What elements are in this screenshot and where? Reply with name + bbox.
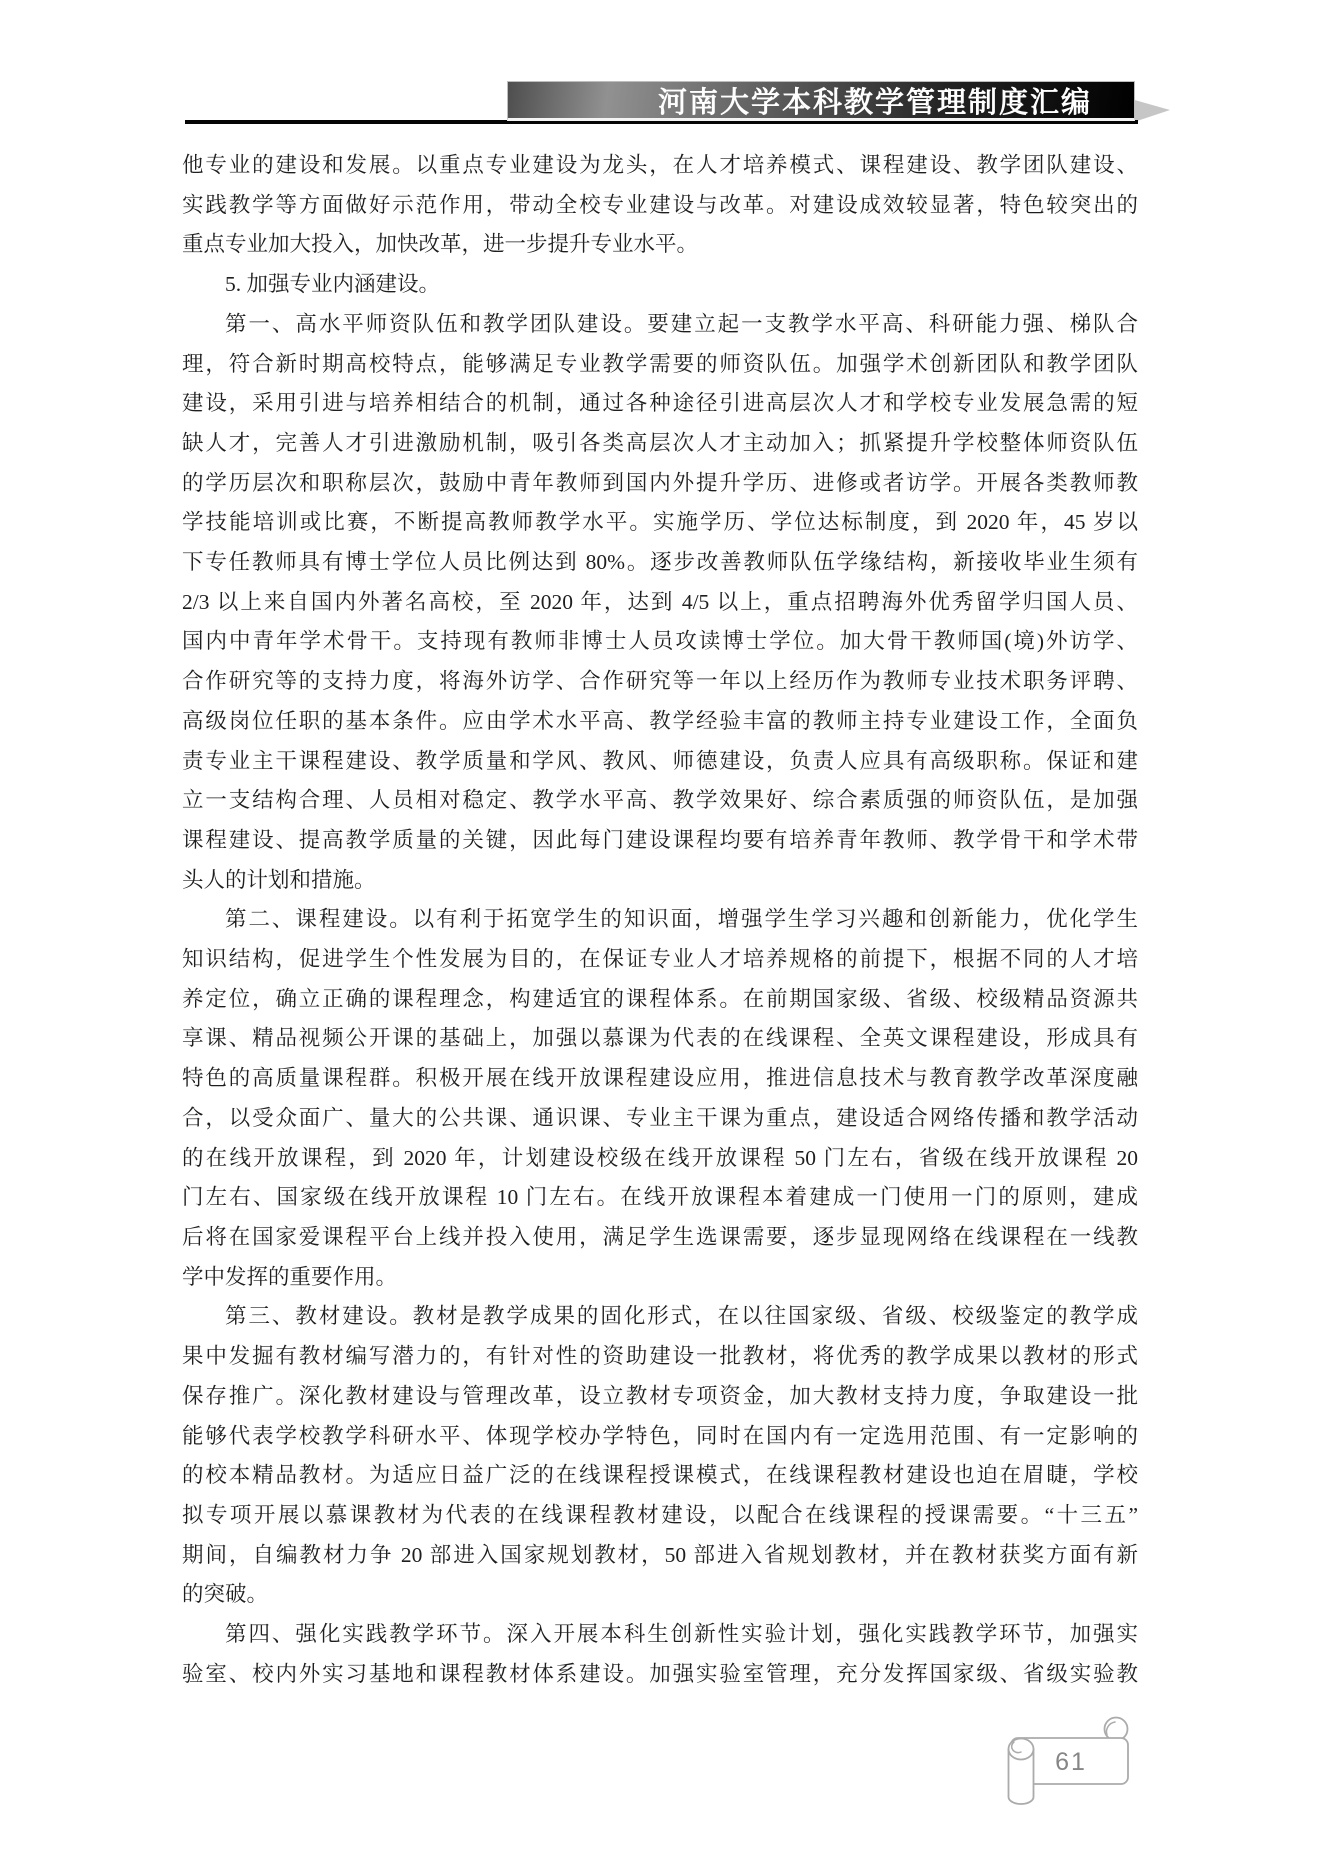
- text-line: 养定位，确立正确的课程理念，构建适宜的课程体系。在前期国家级、省级、校级精品资源共: [182, 986, 1138, 1011]
- banner-title: 河南大学本科教学管理制度汇编: [657, 86, 1092, 119]
- text-line: 门左右、国家级在线开放课程 10 门左右。在线开放课程本着建成一门使用一门的原则，建成: [182, 1185, 1138, 1210]
- text-line: 验室、校内外实习基地和课程教材体系建设。加强实验室管理，充分发挥国家级、省级实验教: [182, 1661, 1138, 1686]
- text-line: 建设，采用引进与培养相结合的机制，通过各种途径引进高层次人才和学校专业发展急需的短: [182, 391, 1138, 416]
- text-line: 5. 加强专业内涵建设。: [225, 272, 441, 297]
- text-line: 后将在国家爱课程平台上线并投入使用，满足学生选课需要，逐步显现网络在线课程在一线教: [182, 1224, 1138, 1249]
- text-line: 缺人才，完善人才引进激励机制，吸引各类高层次人才主动加入；抓紧提升学校整体师资队伍: [182, 430, 1138, 455]
- text-line: 的学历层次和职称层次，鼓励中青年教师到国内外提升学历、进修或者访学。开展各类教师教: [182, 470, 1138, 495]
- text-line: 的突破。: [182, 1582, 269, 1607]
- text-line: 享课、精品视频公开课的基础上，加强以慕课为代表的在线课程、全英文课程建设，形成具有: [182, 1026, 1138, 1051]
- text-line: 高级岗位任职的基本条件。应由学术水平高、教学经验丰富的教师主持专业建设工作，全面负: [182, 708, 1138, 733]
- text-line: 立一支结构合理、人员相对稳定、教学水平高、教学效果好、综合素质强的师资队伍，是加强: [182, 788, 1138, 813]
- text-line: 的校本精品教材。为适应日益广泛的在线课程授课模式，在线课程教材建设也迫在眉睫，学校: [182, 1463, 1138, 1488]
- text-line: 理，符合新时期高校特点，能够满足专业教学需要的师资队伍。加强学术创新团队和教学团队: [182, 351, 1138, 376]
- text-line: 实践教学等方面做好示范作用，带动全校专业建设与改革。对建设成效较显著，特色较突出的: [182, 192, 1138, 217]
- text-line: 学中发挥的重要作用。: [182, 1264, 398, 1289]
- text-line: 知识结构，促进学生个性发展为目的，在保证专业人才培养规格的前提下，根据不同的人才培: [182, 947, 1138, 972]
- text-line: 头人的计划和措施。: [182, 867, 376, 892]
- text-line: 学技能培训或比赛，不断提高教师教学水平。实施学历、学位达标制度，到 2020 年，45 岁以: [182, 510, 1138, 535]
- text-line: 第三、教材建设。教材是教学成果的固化形式，在以往国家级、省级、校级鉴定的教学成: [225, 1304, 1138, 1329]
- text-line: 合作研究等的支持力度，将海外访学、合作研究等一年以上经历作为教师专业技术职务评聘、: [182, 669, 1138, 694]
- text-line: 能够代表学校教学科研水平、体现学校办学特色，同时在国内有一定选用范围、有一定影响的: [182, 1423, 1138, 1448]
- header-banner: [507, 81, 1135, 121]
- text-line: 第四、强化实践教学环节。深入开展本科生创新性实验计划，强化实践教学环节，加强实: [225, 1622, 1138, 1647]
- text-line: 期间，自编教材力争 20 部进入国家规划教材，50 部进入省规划教材，并在教材获奖方面有新: [182, 1542, 1138, 1567]
- text-line: 拟专项开展以慕课教材为代表的在线课程教材建设，以配合在线课程的授课需要。“十三五”: [182, 1502, 1138, 1527]
- text-line: 第一、高水平师资队伍和教学团队建设。要建立起一支教学水平高、科研能力强、梯队合: [225, 311, 1138, 336]
- text-line: 2/3 以上来自国内外著名高校，至 2020 年，达到 4/5 以上，重点招聘海外优秀留学归国人员、: [182, 589, 1138, 614]
- scroll-banner-icon: [1003, 1710, 1135, 1814]
- text-line: 课程建设、提高教学质量的关键，因此每门建设课程均要有培养青年教师、教学骨干和学术带: [182, 827, 1138, 852]
- text-line: 责专业主干课程建设、教学质量和学风、教风、师德建设，负责人应具有高级职称。保证和建: [182, 748, 1138, 773]
- text-line: 合，以受众面广、量大的公共课、通识课、专业主干课为重点，建设适合网络传播和教学活动: [182, 1105, 1138, 1130]
- document-body: [182, 146, 1138, 1694]
- text-line: 他专业的建设和发展。以重点专业建设为龙头，在人才培养模式、课程建设、教学团队建设、: [182, 153, 1138, 177]
- text-line: 下专任教师具有博士学位人员比例达到 80%。逐步改善教师队伍学缘结构，新接收毕业生须有: [182, 550, 1138, 575]
- text-line: 果中发掘有教材编写潜力的，有针对性的资助建设一批教材，将优秀的教学成果以教材的形式: [182, 1344, 1138, 1369]
- text-line: 国内中青年学术骨干。支持现有教师非博士人员攻读博士学位。加大骨干教师国(境)外访学、: [182, 629, 1138, 654]
- text-line: 第二、课程建设。以有利于拓宽学生的知识面，增强学生学习兴趣和创新能力，优化学生: [225, 907, 1138, 932]
- text-line: 的在线开放课程，到 2020 年，计划建设校级在线开放课程 50 门左右，省级在线开放课程 20: [182, 1145, 1138, 1170]
- text-line: 特色的高质量课程群。积极开展在线开放课程建设应用，推进信息技术与教育教学改革深度融: [182, 1066, 1138, 1091]
- scroll-right-roll: [1105, 1718, 1128, 1741]
- text-line: 保存推广。深化教材建设与管理改革，设立教材专项资金，加大教材支持力度，争取建设一批: [182, 1383, 1138, 1408]
- text-line: 重点专业加大投入，加快改革，进一步提升专业水平。: [182, 232, 699, 257]
- page-number: 61: [1055, 1748, 1087, 1776]
